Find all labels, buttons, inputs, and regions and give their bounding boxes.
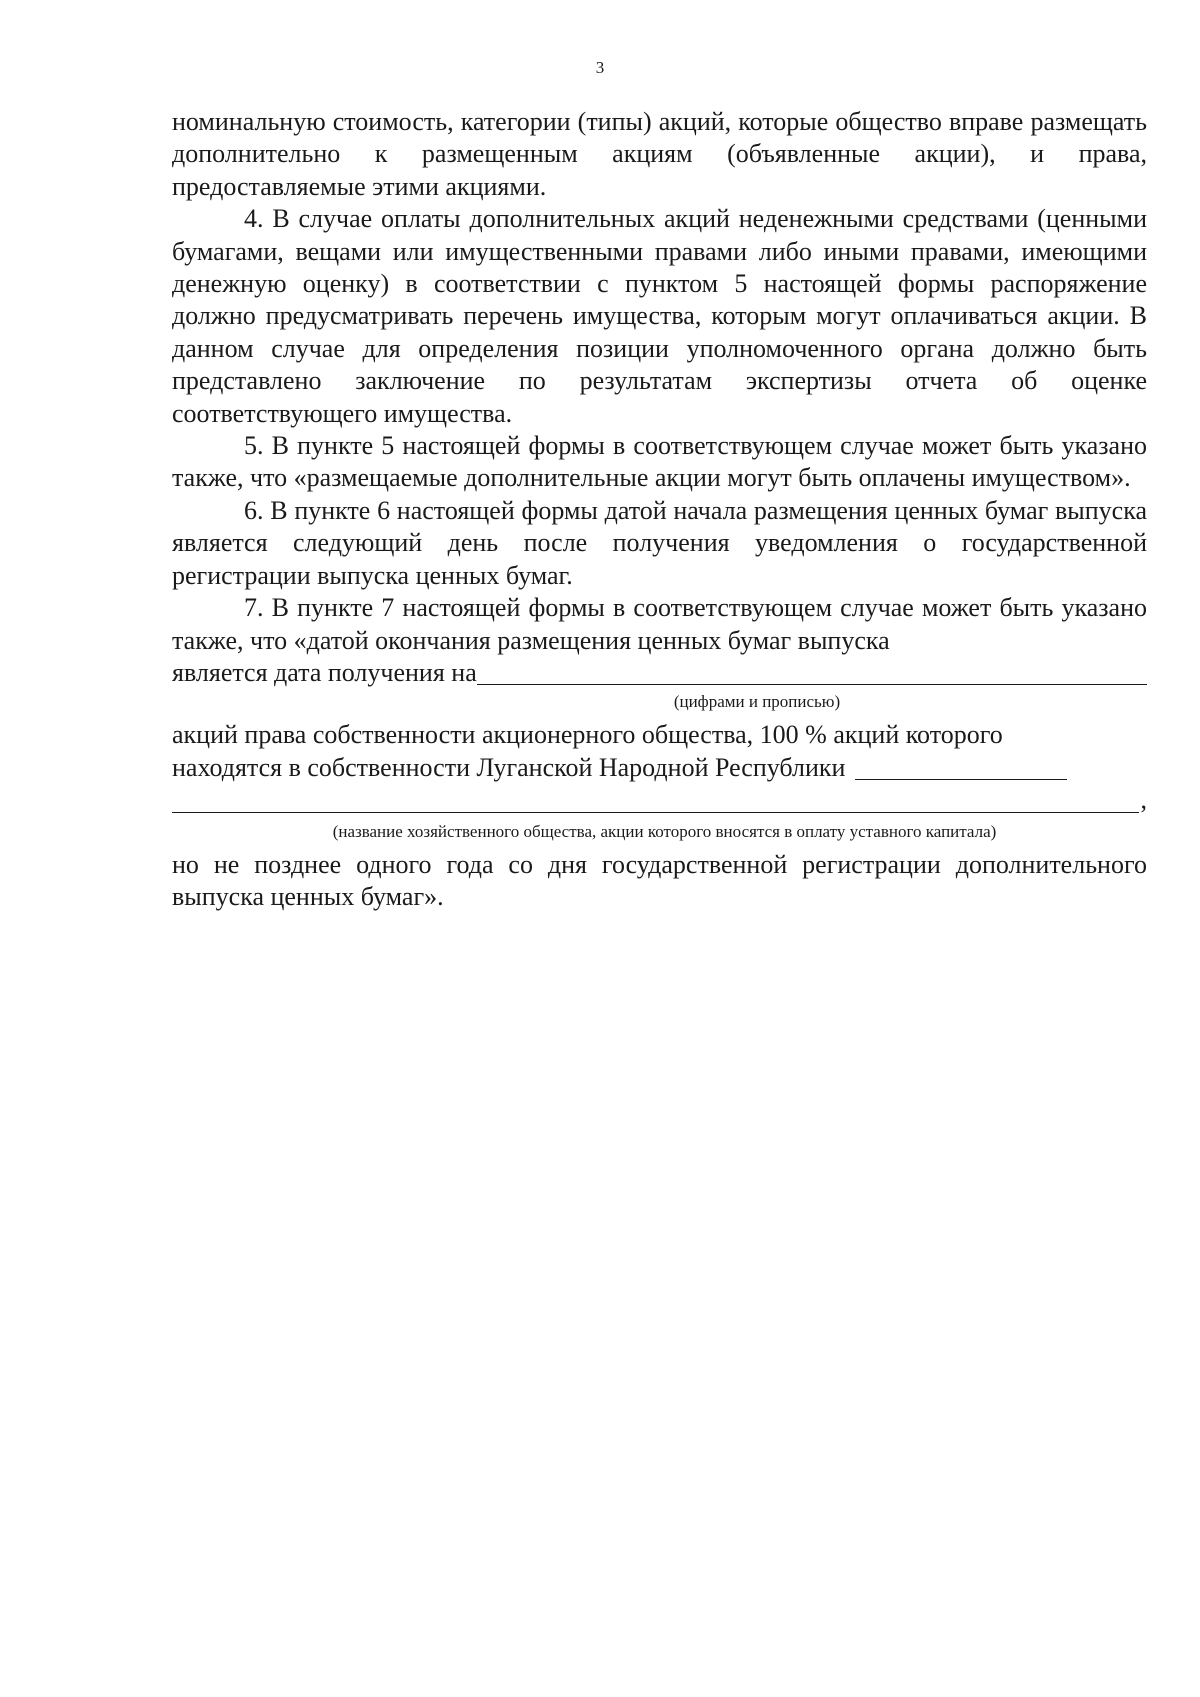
fill-line-owner-label: находятся в собственности Луганской Народной Республики	[172, 752, 846, 782]
paragraph-7-start: 7. В пункте 7 настоящей формы в соответствующем случае может быть указано также, что «датой окончания размещения ценных бумаг выпуска	[172, 593, 1147, 655]
caption-digits-words: (цифрами и прописью)	[673, 692, 841, 712]
fill-line-owner	[172, 752, 1147, 784]
fill-line-company	[172, 784, 1147, 816]
blank-line-date[interactable]	[477, 660, 1147, 685]
caption-company-name: (название хозяйственного общества, акции которого вносятся в оплату уставного капитала)	[332, 821, 997, 841]
document-body	[172, 106, 1147, 913]
page-number: 3	[595, 58, 605, 77]
blank-line-owner[interactable]	[855, 755, 1067, 780]
paragraph-continuation: номинальную стоимость, категории (типы) акций, которые общество вправе размещать дополнительно к размещенным акциям (объявленные акции), и права, предоставляемые этими акциями.	[172, 107, 1147, 201]
fill-line-date	[172, 657, 1147, 689]
paragraph-7-end: но не позднее одного года со дня государственной регистрации дополнительного выпуска ценных бумаг».	[172, 849, 1147, 911]
paragraph-6: 6. В пункте 6 настоящей формы датой начала размещения ценных бумаг выпуска является следующий день после получения уведомления о государственной регистрации выпуска ценных бумаг.	[172, 495, 1147, 590]
paragraph-7-middle: акций права собственности акционерного общества, 100 % акций которого	[172, 720, 1003, 750]
trailing-comma: ,	[1140, 785, 1147, 815]
blank-line-company-name[interactable]	[172, 788, 1139, 813]
paragraph-5: 5. В пункте 5 настоящей формы в соответствующем случае может быть указано также, что «размещаемые дополнительные акции могут быть оплачены имуществом».	[172, 431, 1147, 493]
paragraph-4: 4. В случае оплаты дополнительных акций неденежными средствами (ценными бумагами, вещами или имущественными правами либо иными правами, имеющими денежную оценку) в соответствии с пунктом 5 настоящей формы распоряжение должно предусматривать перечень имущества, которым могут оплачиваться акции. В данном случае для определения позиции уполномоченного органа должно быть представлено заключение по результатам экспертизы отчета об оценке соответствующего имущества.	[172, 204, 1147, 428]
fill-line-date-label: является дата получения на	[172, 657, 477, 687]
